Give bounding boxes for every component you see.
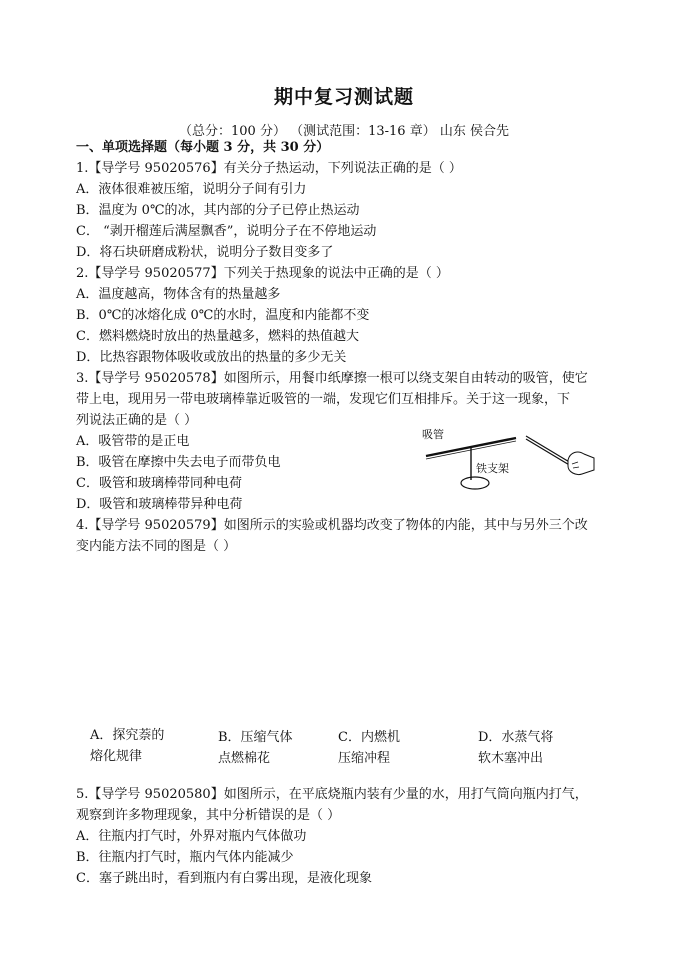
q3-option-b: B．吸管在摩擦中失去电子而带负电 (76, 455, 281, 470)
q3-option-a: A．吸管带的是正电 (76, 434, 190, 449)
q3-stem-line-3: 列说法正确的是（ ） (76, 413, 198, 428)
fig-label-stand: 铁支架 (476, 462, 509, 475)
q3-figure (418, 420, 598, 496)
hand-shape (568, 452, 594, 475)
section-heading: 一、单项选择题（每小题 3 分，共 30 分） (76, 140, 330, 155)
fig-label-straw: 吸管 (422, 428, 444, 441)
q2-option-d: D．比热容跟物体吸收或放出的热量的多少无关 (76, 350, 347, 365)
q1-option-c: C． “剥开榴莲后满屋飘香”，说明分子在不停地运动 (76, 224, 377, 239)
q1-option-d: D．将石块研磨成粉状，说明分子数目变多了 (76, 245, 334, 260)
q4-option-c-line-2: 压缩冲程 (338, 751, 391, 766)
q4-stem-line-2: 变内能方法不同的图是（ ） (76, 539, 237, 554)
q2-option-b: B．0℃的冰熔化成 0℃的水时，温度和内能都不变 (76, 308, 370, 323)
q1-option-a: A．液体很难被压缩，说明分子间有引力 (76, 182, 307, 197)
q4-option-b-line-1: B．压缩气体 (218, 730, 293, 745)
q5-stem-line-1: 5.【导学号 95020580】如图所示，在平底烧瓶内装有少量的水，用打气筒向瓶内打气， (76, 787, 588, 802)
q3-stem-line-1: 3.【导学号 95020578】如图所示，用餐巾纸摩擦一根可以绕支架自由转动的吸管，使它 (76, 371, 588, 386)
q2-option-c: C．燃料燃烧时放出的热量越多，燃料的热值越大 (76, 329, 359, 344)
q2-stem: 2.【导学号 95020577】下列关于热现象的说法中正确的是（ ） (76, 266, 449, 281)
q4-option-a-line-1: A．探究萘的 (90, 728, 165, 743)
q5-option-a: A．往瓶内打气时，外界对瓶内气体做功 (76, 829, 307, 844)
q1-option-b: B．温度为 0℃的冰，其内部的分子已停止热运动 (76, 203, 360, 218)
q4-stem-line-1: 4.【导学号 95020579】如图所示的实验或机器均改变了物体的内能，其中与另外三个改 (76, 518, 588, 533)
q4-option-d-line-2: 软木塞冲出 (478, 751, 544, 766)
q2-option-a: A．温度越高，物体含有的热量越多 (76, 287, 281, 302)
q4-option-a-line-2: 熔化规律 (90, 749, 143, 764)
page-title: 期中复习测试题 (273, 86, 414, 108)
q5-option-c: C．塞子跳出时，看到瓶内有白雾出现，是液化现象 (76, 871, 372, 886)
q5-option-b: B．往瓶内打气时，瓶内气体内能减少 (76, 850, 294, 865)
q4-option-b-line-2: 点燃棉花 (218, 751, 271, 766)
q4-option-d-line-1: D．水蒸气将 (478, 730, 554, 745)
q5-stem-line-2: 观察到许多物理现象，其中分析错误的是（ ） (76, 808, 341, 823)
q3-option-c: C．吸管和玻璃棒带同种电荷 (76, 476, 242, 491)
q4-option-c-line-1: C．内燃机 (338, 730, 400, 745)
q3-option-d: D．吸管和玻璃棒带异种电荷 (76, 497, 243, 512)
page-subtitle: （总分：100 分） （测试范围：13-16 章） 山东 侯合先 (179, 124, 509, 139)
q3-stem-line-2: 带上电，现用另一带电玻璃棒靠近吸管的一端，发现它们互相排斥。关于这一现象，下 (76, 392, 571, 407)
q1-stem: 1.【导学号 95020576】有关分子热运动，下列说法正确的是（ ） (76, 161, 462, 176)
